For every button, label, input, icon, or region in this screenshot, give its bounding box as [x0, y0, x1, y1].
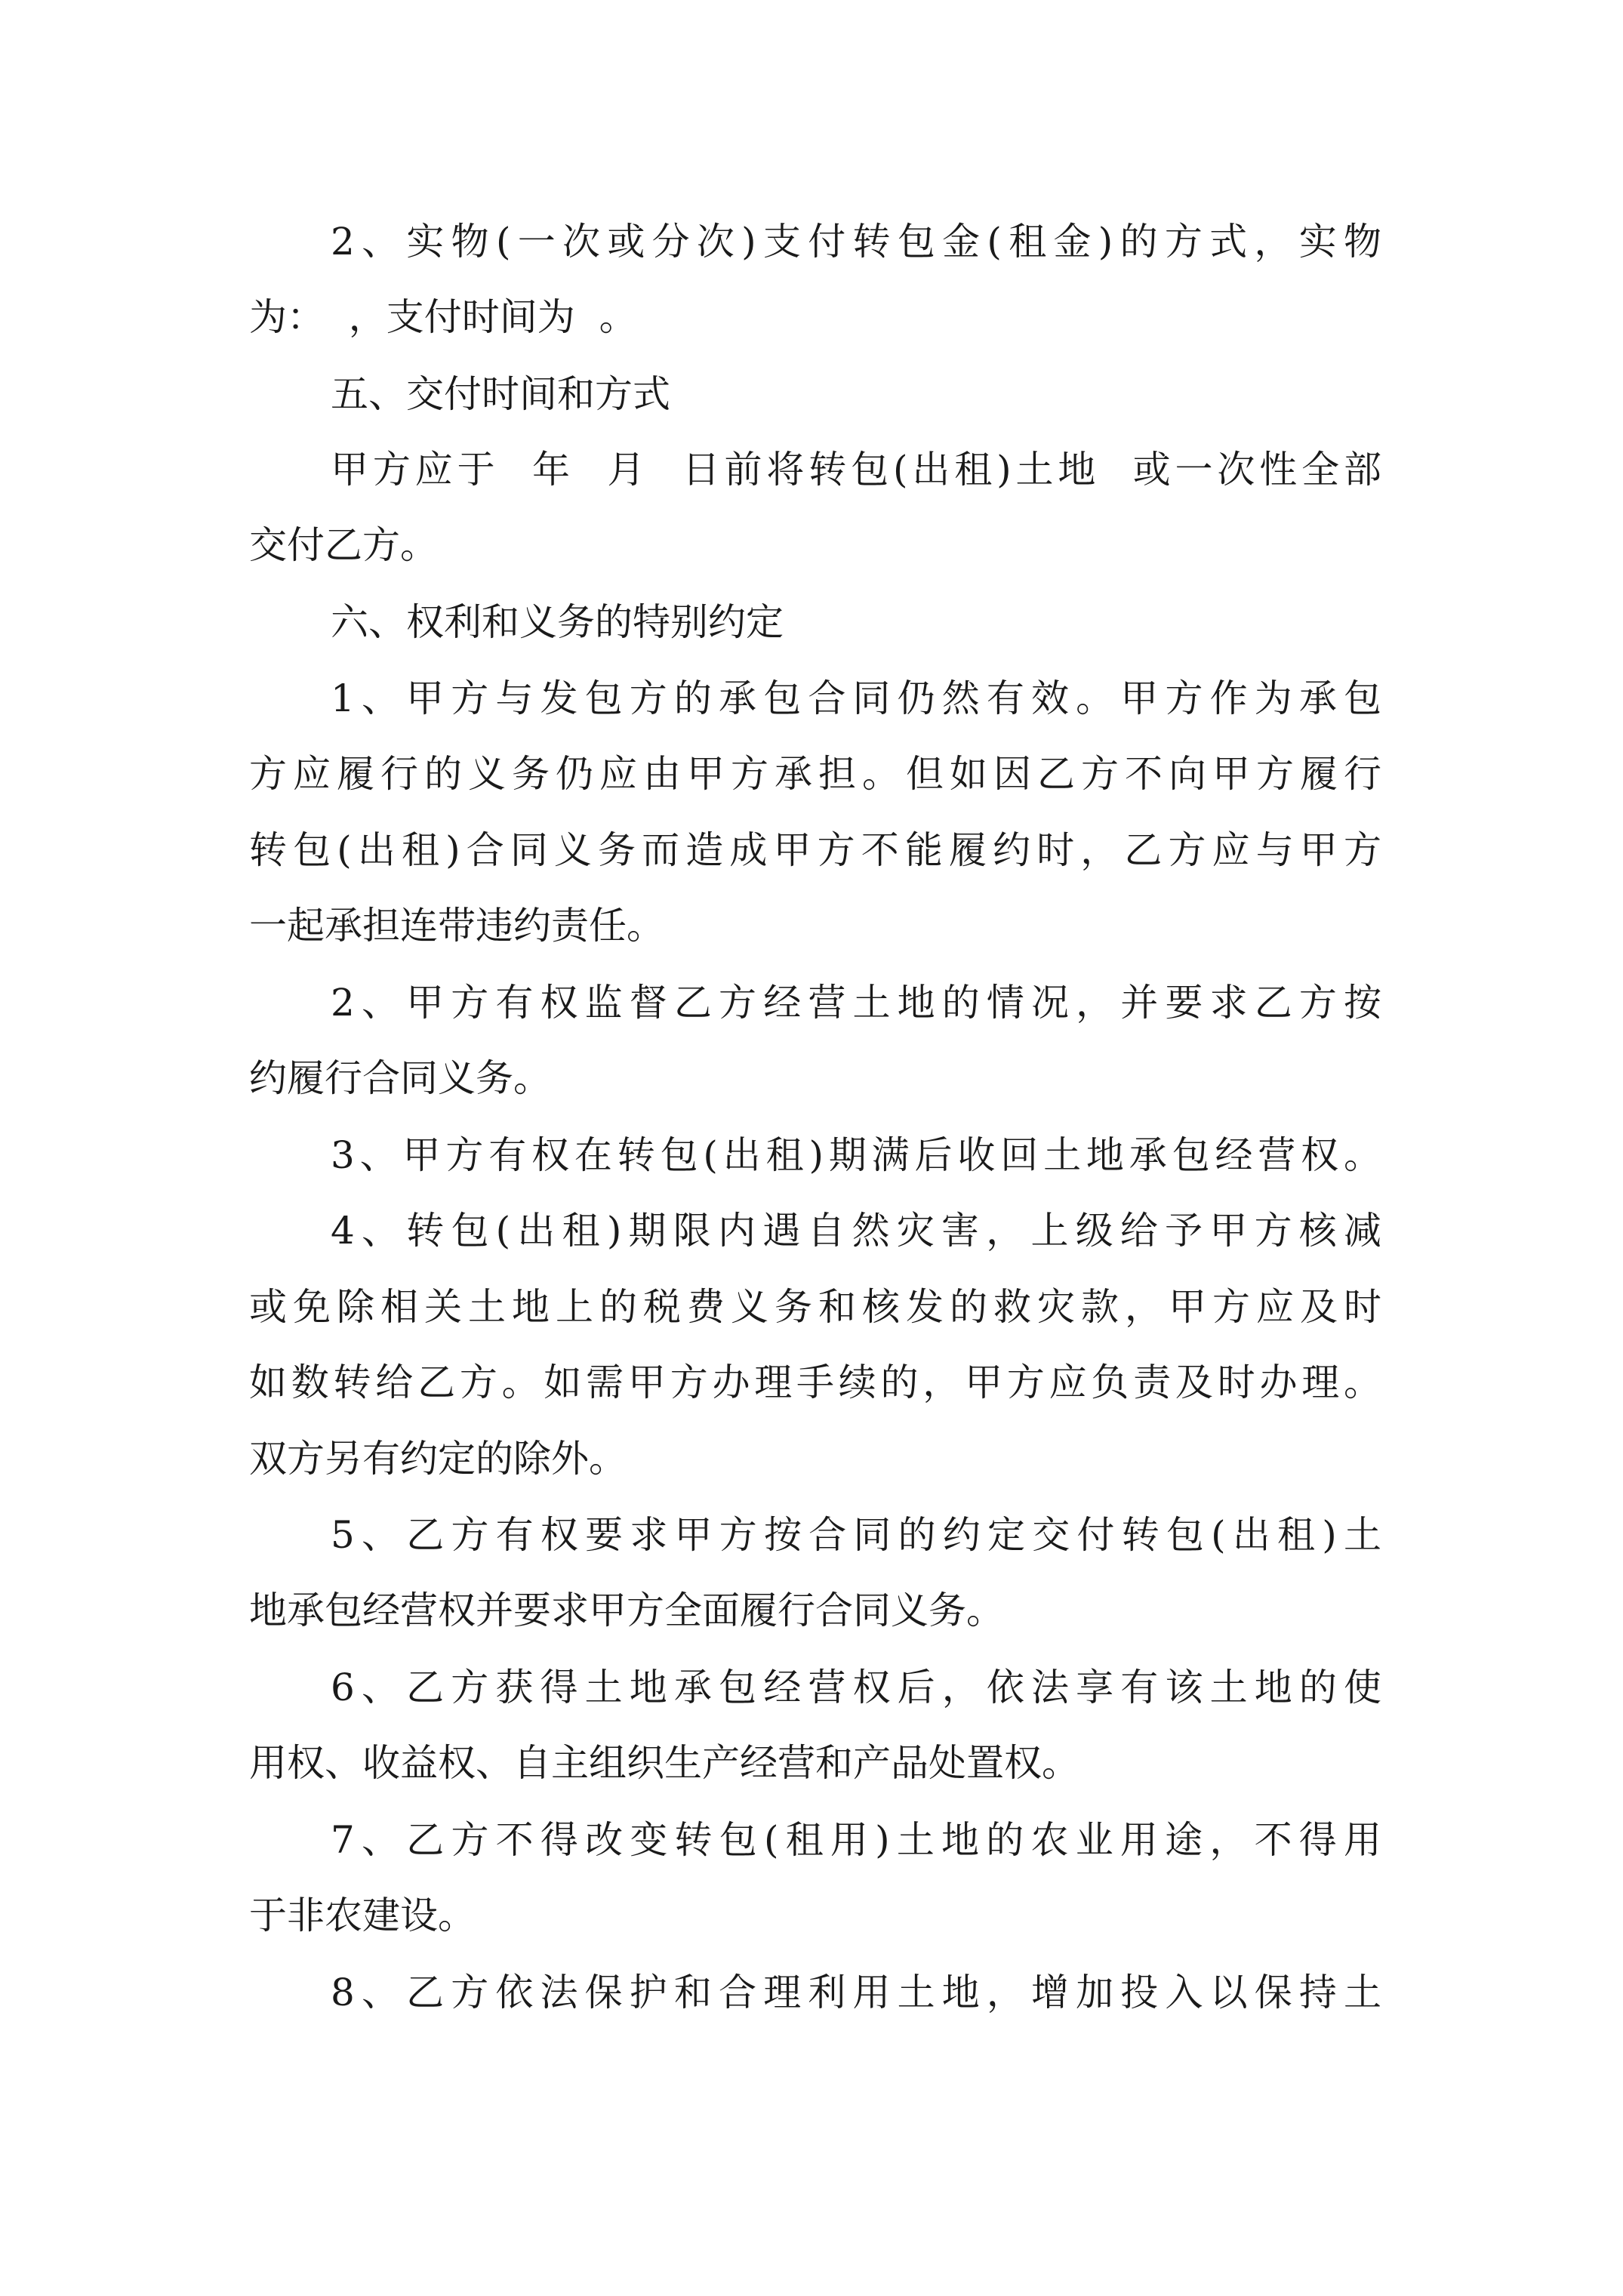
text-line: 5、乙方有权要求甲方按合同的约定交付转包(出租)土: [331, 1513, 1381, 1557]
text-line: 为： ，支付时间为 。: [249, 295, 637, 339]
text-line: 转包(出租)合同义务而造成甲方不能履约时，乙方应与甲方: [249, 828, 1381, 872]
text-line: 1、甲方与发包方的承包合同仍然有效。甲方作为承包: [331, 676, 1381, 720]
text-line: 7、乙方不得改变转包(租用)土地的农业用途，不得用: [331, 1818, 1381, 1862]
text-line: 6、乙方获得土地承包经营权后，依法享有该土地的使: [331, 1666, 1381, 1709]
text-line: 交付乙方。: [249, 523, 438, 567]
text-line: 双方另有约定的除外。: [249, 1437, 627, 1481]
text-line: 2、甲方有权监督乙方经营土地的情况，并要求乙方按: [331, 981, 1381, 1025]
text-line: 地承包经营权并要求甲方全面履行合同义务。: [249, 1589, 1004, 1632]
text-line: 方应履行的义务仍应由甲方承担。但如因乙方不向甲方履行: [249, 752, 1381, 796]
section-heading: 六、权利和义务的特别约定: [331, 600, 784, 644]
text-line: 4、转包(出租)期限内遇自然灾害，上级给予甲方核减: [331, 1209, 1381, 1253]
text-line: 约履行合同义务。: [249, 1056, 551, 1100]
text-line: 用权、收益权、自主组织生产经营和产品处置权。: [249, 1741, 1079, 1785]
text-line: 甲方应于 年 月 日前将转包(出租)土地 或一次性全部: [331, 448, 1381, 492]
text-line: 3、甲方有权在转包(出租)期满后收回土地承包经营权。: [331, 1133, 1381, 1177]
text-line: 于非农建设。: [249, 1894, 476, 1937]
text-line: 如数转给乙方。如需甲方办理手续的，甲方应负责及时办理。: [249, 1361, 1381, 1404]
text-line: 2、实物(一次或分次)支付转包金(租金)的方式，实物: [331, 220, 1381, 264]
text-line: 一起承担连带违约责任。: [249, 904, 664, 948]
text-line: 8、乙方依法保护和合理利用土地，增加投入以保持土: [331, 1971, 1381, 2014]
text-line: 或免除相关土地上的税费义务和核发的救灾款，甲方应及时: [249, 1285, 1381, 1329]
section-heading: 五、交付时间和方式: [331, 372, 670, 416]
